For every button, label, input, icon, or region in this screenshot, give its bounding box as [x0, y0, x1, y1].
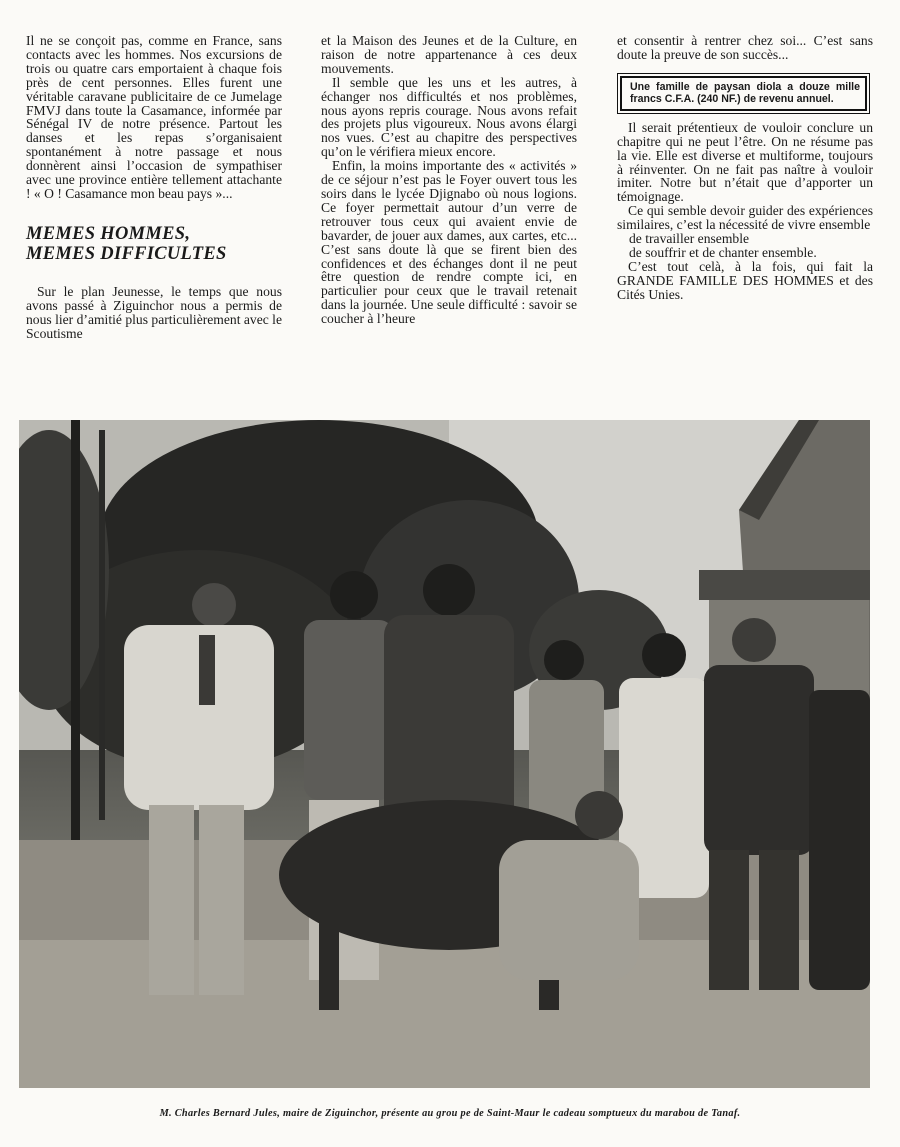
paragraph: et la Maison des Jeunes et de la Culture, en raison de notre appartenance à ces deux mouvements.	[321, 33, 577, 76]
paragraph: Enfin, la moins importante des « activités » de ce séjour n’est pas le Foyer ouvert tous les soirs dans le lycée Djignabo où nous logions. Ce foyer permettait autour d’un verre de retrouver tous ceux qui avaient envie de bavarder, de jouer aux dames, aux cartes, etc... C’est sans doute là que se firent bien des confidences et des échanges dont il ne peut être question de rendre compte ici, en particulier pour ceux que le travail retenait dans la journée. Une seule difficulté : savoir se coucher à l’heure	[321, 158, 577, 327]
section-heading	[26, 224, 282, 264]
column-1	[26, 34, 282, 341]
boxed-fact: Une famille de paysan diola a douze mille francs C.F.A. (240 NF.) de revenu annuel.	[620, 76, 867, 111]
paragraph: et consentir à rentrer chez soi... C’est sans doute la preuve de son succès...	[617, 33, 873, 62]
heading-line: MEMES HOMMES,	[26, 223, 191, 244]
paragraph: Il serait prétentieux de vouloir conclure un chapitre qui ne peut l’être. On ne résume pas la vie. Elle est diverse et multiforme, toujours à réinventer. On ne fait pas naître à vouloir imiter. Notre but n’était que d’apporter un témoignage.	[617, 119, 873, 205]
photo-caption: M. Charles Bernard Jules, maire de Ziguinchor, présente au grou pe de Saint-Maur le cadeau somptueux du marabou de Tanaf.	[159, 1108, 741, 1119]
paragraph: Il semble que les uns et les autres, à échanger nos difficultés et nos problèmes, nous ayons repris courage. Nous avons refait des projets plus vigoureux. Nous avons élargi nos vues. C’est au chapitre des perspectives qu’on le vérifiera mieux encore.	[321, 74, 577, 160]
group-photograph	[19, 420, 870, 1088]
list-line: de souffrir et de chanter ensemble.	[629, 244, 817, 260]
photo-illustration	[19, 420, 870, 1088]
list-line: de travailler ensemble	[629, 231, 750, 247]
paragraph: Ce qui semble devoir guider des expériences similaires, c’est la nécessité de vivre ensemble	[617, 203, 873, 233]
paragraph: Il ne se conçoit pas, comme en France, sans contacts avec les hommes. Nos excursions de trois ou quatre cars emportaient à chaque fois près de cent personnes. Elles furent une véritable caravane publicitaire de ce Jumelage FMVJ dans toute la Casamance, informée par Sénégal IV de notre présence. Partout les danses et les repas s’organisaient spontanément à notre passage et nous donnèrent ainsi l’occasion de sympathiser avec une province entière tellement attachante ! « O ! Casamance mon beau pays »...	[26, 33, 282, 201]
heading-line: MEMES DIFFICULTES	[26, 243, 227, 264]
column-2	[321, 34, 577, 326]
paragraph: C’est tout celà, à la fois, qui fait la GRANDE FAMILLE DES HOMMES et des Cités Unies.	[617, 258, 873, 302]
paragraph: Sur le plan Jeunesse, le temps que nous avons passé à Ziguinchor nous a permis de nous lier d’amitié plus particulièrement avec le Scoutisme	[26, 283, 282, 341]
column-3	[617, 34, 873, 302]
